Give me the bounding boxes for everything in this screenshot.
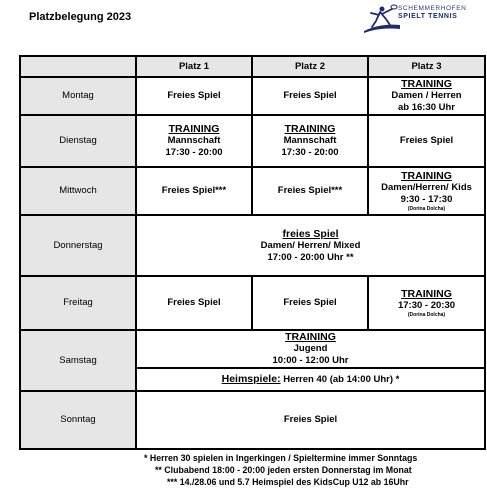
header-empty xyxy=(20,56,136,77)
sonntag-all-courts: Freies Spiel xyxy=(136,391,485,449)
row-dienstag xyxy=(20,115,485,167)
donnerstag-group: Damen/ Herren/ Mixed xyxy=(260,239,361,251)
footnotes xyxy=(140,452,485,488)
tennis-player-icon xyxy=(362,3,402,35)
row-mittwoch xyxy=(20,167,485,215)
day-sonntag: Sonntag xyxy=(20,391,136,449)
montag-platz-3 xyxy=(368,77,485,115)
row-donnerstag xyxy=(20,215,485,276)
dienstag-p1-group: Mannschaft xyxy=(167,135,221,146)
dienstag-platz-1 xyxy=(136,115,252,167)
heimspiele-label: Heimspiele: xyxy=(221,373,281,385)
page-title: Platzbelegung 2023 xyxy=(29,11,132,23)
samstag-training-group: Jugend xyxy=(293,343,328,354)
footnote-3: *** 14./28.06 und 5.7 Heimspiel des KidsCup U12 ab 16Uhr xyxy=(167,477,409,487)
day-mittwoch: Mittwoch xyxy=(20,167,136,215)
freitag-trainer-note: (Dorina Dolcha) xyxy=(407,312,446,318)
donnerstag-title: freies Spiel xyxy=(282,227,339,240)
freitag-training-title: TRAINING xyxy=(401,288,452,300)
logo-text-bottom: SPIELT TENNIS xyxy=(398,13,458,20)
freitag-platz-2: Freies Spiel xyxy=(252,276,368,330)
samstag-training-title: TRAINING xyxy=(285,331,336,343)
row-montag xyxy=(20,77,485,115)
mittwoch-training-time: 9:30 - 17:30 xyxy=(400,194,453,205)
montag-platz-2: Freies Spiel xyxy=(252,77,368,115)
dienstag-p2-time: 17:30 - 20:00 xyxy=(281,147,339,158)
logo-text-top: SCHEMMERHOFEN xyxy=(398,5,467,12)
dienstag-platz-2 xyxy=(252,115,368,167)
freitag-platz-3 xyxy=(368,276,485,330)
dienstag-platz-3: Freies Spiel xyxy=(368,115,485,167)
day-dienstag: Dienstag xyxy=(20,115,136,167)
mittwoch-training-group: Damen/Herren/ Kids xyxy=(381,182,472,193)
row-freitag xyxy=(20,276,485,330)
header-platz-3: Platz 3 xyxy=(368,56,485,77)
header-row xyxy=(20,56,485,77)
dienstag-p1-time: 17:30 - 20:00 xyxy=(165,147,223,158)
footnote-1: * Herren 30 spielen in Ingerkingen / Spieltermine immer Sonntags xyxy=(144,453,418,463)
mittwoch-platz-2: Freies Spiel*** xyxy=(252,167,368,215)
row-sonntag xyxy=(20,391,485,449)
heimspiele-text: Herren 40 (ab 14:00 Uhr) * xyxy=(280,374,400,385)
mittwoch-trainer-note: (Dorina Dolcha) xyxy=(407,206,446,212)
samstag-heimspiele xyxy=(136,368,485,391)
row-samstag-training xyxy=(20,330,485,368)
montag-platz-1: Freies Spiel xyxy=(136,77,252,115)
mittwoch-platz-1: Freies Spiel*** xyxy=(136,167,252,215)
day-donnerstag: Donnerstag xyxy=(20,215,136,276)
dienstag-p2-title: TRAINING xyxy=(284,123,336,135)
club-logo xyxy=(362,3,480,35)
day-montag: Montag xyxy=(20,77,136,115)
montag-training-group: Damen / Herren xyxy=(391,90,462,101)
header-platz-2: Platz 2 xyxy=(252,56,368,77)
montag-training-time: ab 16:30 Uhr xyxy=(397,102,456,113)
montag-training-title: TRAINING xyxy=(401,78,452,90)
mittwoch-training-title: TRAINING xyxy=(401,170,452,182)
header-platz-1: Platz 1 xyxy=(136,56,252,77)
dienstag-p1-title: TRAINING xyxy=(168,123,220,135)
court-schedule-table xyxy=(19,55,486,450)
donnerstag-all-courts xyxy=(136,215,485,276)
freitag-training-time: 17:30 - 20:30 xyxy=(397,300,456,311)
donnerstag-time: 17:00 - 20:00 Uhr ** xyxy=(267,251,354,263)
dienstag-p2-group: Mannschaft xyxy=(283,135,337,146)
day-freitag: Freitag xyxy=(20,276,136,330)
samstag-training-time: 10:00 - 12:00 Uhr xyxy=(272,355,349,366)
footnote-2: ** Clubabend 18:00 - 20:00 jeden ersten Donnerstag im Monat xyxy=(155,465,412,475)
samstag-training xyxy=(136,330,485,368)
freitag-platz-1: Freies Spiel xyxy=(136,276,252,330)
mittwoch-platz-3 xyxy=(368,167,485,215)
day-samstag: Samstag xyxy=(20,330,136,391)
